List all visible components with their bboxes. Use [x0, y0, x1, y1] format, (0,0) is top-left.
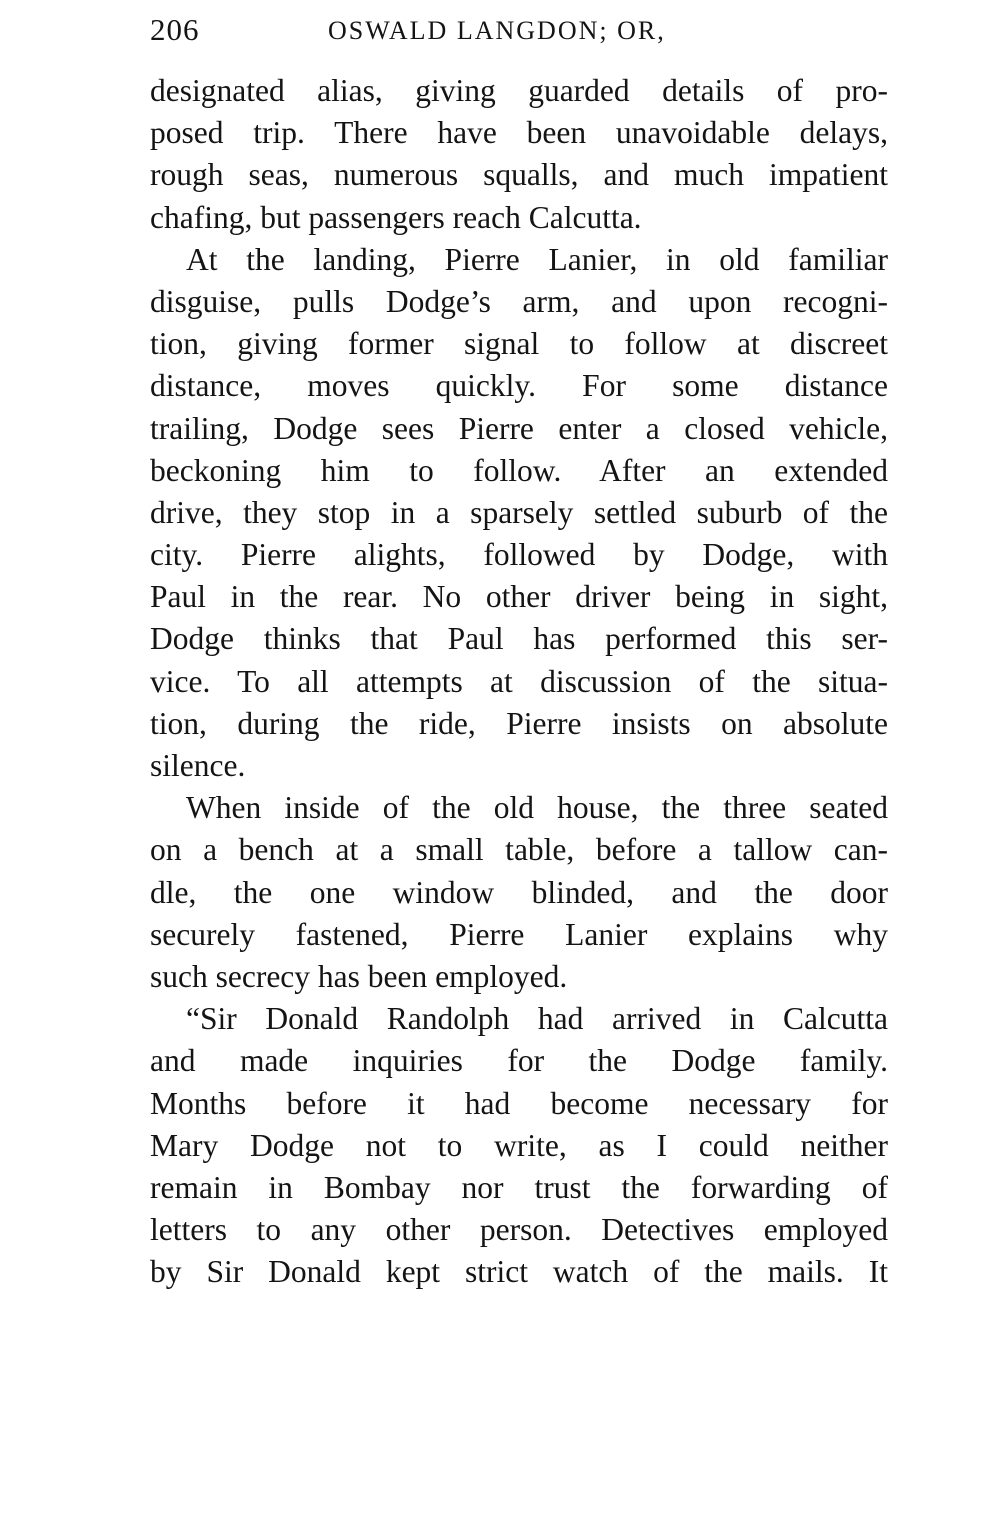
text-line: Dodge thinks that Paul has performed this ser-: [150, 621, 888, 657]
text-line: such secrecy has been employed.: [150, 958, 568, 994]
text-line: rough seas, numerous squalls, and much impatient: [150, 157, 888, 193]
text-line: on a bench at a small table, before a tallow can-: [150, 832, 888, 868]
text-line: designated alias, giving guarded details of pro-: [150, 73, 888, 108]
text-line: “Sir Donald Randolph had arrived in Calcutta: [186, 1001, 888, 1037]
paragraph: [150, 239, 888, 787]
text-line: beckoning him to follow. After an extended: [150, 452, 888, 488]
body-text: [150, 70, 888, 1293]
text-line: When inside of the old house, the three seated: [186, 790, 888, 826]
text-line: Months before it had become necessary for: [150, 1085, 888, 1121]
text-line: drive, they stop in a sparsely settled suburb of the: [150, 494, 888, 530]
text-line: dle, the one window blinded, and the door: [150, 874, 888, 910]
text-line: posed trip. There have been unavoidable delays,: [150, 115, 888, 151]
text-line: remain in Bombay nor trust the forwarding of: [150, 1169, 888, 1205]
text-line: At the landing, Pierre Lanier, in old familiar: [186, 241, 888, 277]
text-line: Mary Dodge not to write, as I could neither: [150, 1127, 888, 1163]
text-line: letters to any other person. Detectives employed: [150, 1212, 888, 1248]
text-line: Paul in the rear. No other driver being in sight,: [150, 579, 888, 615]
text-line: tion, during the ride, Pierre insists on absolute: [150, 705, 888, 741]
text-line: silence.: [150, 748, 246, 783]
paragraph: [150, 998, 888, 1293]
paragraph: [150, 787, 888, 998]
text-line: chafing, but passengers reach Calcutta.: [150, 199, 642, 235]
page-header: [150, 12, 890, 58]
running-head: OSWALD LANGDON; OR,: [328, 16, 666, 45]
text-line: vice. To all attempts at discussion of the situa-: [150, 663, 888, 699]
paragraph: [150, 70, 888, 239]
text-line: city. Pierre alights, followed by Dodge, with: [150, 537, 888, 573]
text-line: tion, giving former signal to follow at discreet: [150, 326, 888, 362]
text-line: disguise, pulls Dodge’s arm, and upon recogni-: [150, 283, 888, 319]
text-line: distance, moves quickly. For some distance: [150, 368, 888, 404]
text-line: trailing, Dodge sees Pierre enter a closed vehicle,: [150, 410, 888, 446]
text-line: by Sir Donald kept strict watch of the mails. It: [150, 1254, 888, 1290]
text-line: securely fastened, Pierre Lanier explains why: [150, 916, 888, 952]
text-line: and made inquiries for the Dodge family.: [150, 1043, 888, 1079]
page-number: 206: [150, 12, 200, 47]
